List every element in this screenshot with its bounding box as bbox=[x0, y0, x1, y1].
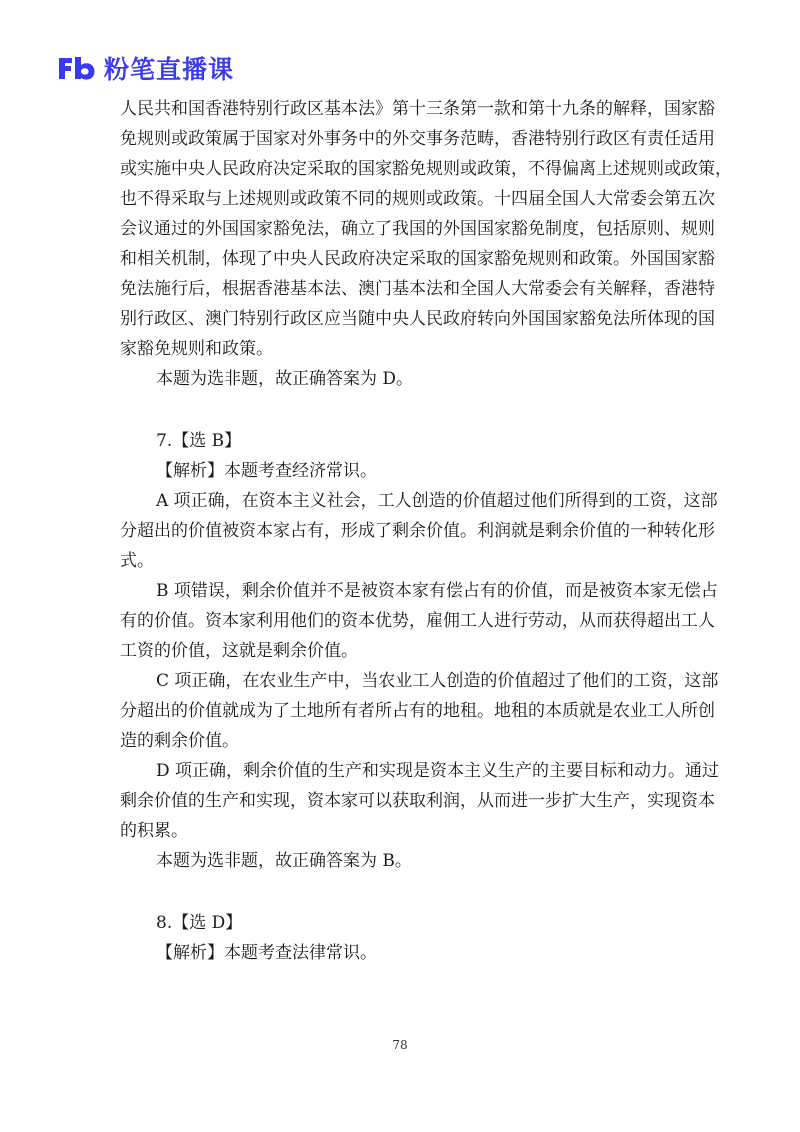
text-line: 人民共和国香港特别行政区基本法》第十三条第一款和第十九条的解释，国家豁 bbox=[120, 99, 715, 119]
option-b-line: 有的价值。资本家利用他们的资本优势，雇佣工人进行劳动，从而获得超出工人 bbox=[120, 611, 715, 631]
question-8-section bbox=[120, 908, 692, 968]
text-line: 和相关机制，体现了中央人民政府决定采取的国家豁免规则和政策。外国国家豁 bbox=[120, 249, 715, 269]
question-7-section bbox=[120, 426, 720, 876]
section-spacer bbox=[120, 876, 692, 908]
text-line: 会议通过的外国国家豁免法，确立了我国的外国国家豁免制度，包括原则、规则 bbox=[120, 219, 715, 239]
option-d-line: 剩余价值的生产和实现，资本家可以获取利润，从而进一步扩大生产，实现资本 bbox=[120, 791, 715, 811]
fenbi-fb-logo-icon bbox=[56, 54, 96, 82]
option-b-line: B 项错误，剩余价值并不是被资本家有偿占有的价值，而是被资本家无偿占 bbox=[156, 581, 718, 601]
text-line: 也不得采取与上述规则或政策不同的规则或政策。十四届全国人大常委会第五次 bbox=[120, 189, 715, 209]
option-c-line: 分超出的价值就成为了土地所有者所占有的地租。地租的本质就是农业工人所创 bbox=[120, 701, 715, 721]
document-body bbox=[120, 94, 732, 968]
text-line: 家豁免规则和政策。 bbox=[120, 339, 273, 359]
option-c-line: 造的剩余价值。 bbox=[120, 731, 239, 751]
option-a-line: 分超出的价值被资本家占有，形成了剩余价值。利润就是剩余价值的一种转化形 bbox=[120, 521, 715, 541]
page-number: 78 bbox=[392, 1038, 408, 1052]
page-header bbox=[56, 48, 234, 88]
text-line: 免法施行后，根据香港基本法、澳门基本法和全国人大常委会有关解释，香港特 bbox=[120, 279, 715, 299]
option-a-line: 式。 bbox=[120, 551, 154, 571]
option-a-line: A 项正确，在资本主义社会，工人创造的价值超过他们所得到的工资，这部 bbox=[156, 491, 718, 511]
question-heading: 8.【选 D】 bbox=[156, 913, 243, 933]
answer-conclusion-q6: 本题为选非题，故正确答案为 D。 bbox=[156, 369, 414, 389]
option-d-line: 的积累。 bbox=[120, 821, 188, 841]
analysis-label: 【解析】本题考查法律常识。 bbox=[156, 943, 377, 963]
option-b-line: 工资的价值，这就是剩余价值。 bbox=[120, 641, 358, 661]
option-c-line: C 项正确，在农业生产中，当农业工人创造的价值超过了他们的工资，这部 bbox=[156, 671, 719, 691]
analysis-label: 【解析】本题考查经济常识。 bbox=[156, 461, 377, 481]
text-line: 或实施中央人民政府决定采取的国家豁免规则或政策，不得偏离上述规则或政策， bbox=[120, 159, 732, 179]
answer-conclusion-q7: 本题为选非题，故正确答案为 B。 bbox=[156, 851, 412, 871]
text-line: 免规则或政策属于国家对外事务中的外交事务范畴，香港特别行政区有责任适用 bbox=[120, 129, 715, 149]
section-spacer bbox=[120, 394, 692, 426]
text-line: 别行政区、澳门特别行政区应当随中央人民政府转向外国国家豁免法所体现的国 bbox=[120, 309, 715, 329]
question-heading: 7.【选 B】 bbox=[156, 431, 242, 451]
explanation-paragraph bbox=[120, 94, 732, 364]
brand-name: 粉笔直播课 bbox=[104, 55, 235, 84]
option-d-line: D 项正确，剩余价值的生产和实现是资本主义生产的主要目标和动力。通过 bbox=[156, 761, 720, 781]
